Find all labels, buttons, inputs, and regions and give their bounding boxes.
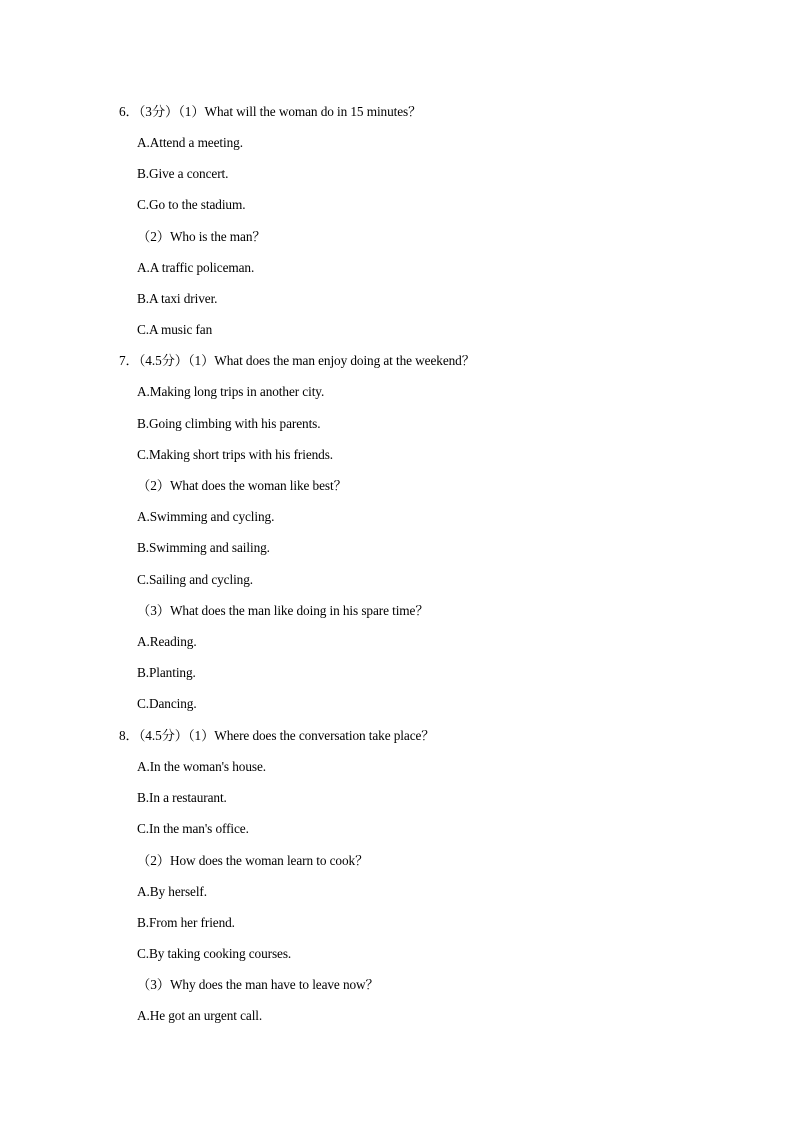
question-7-part-1-option-a[interactable]: A.Making long trips in another city. [137, 384, 325, 399]
question-7-part-3-option-c[interactable]: C.Dancing. [137, 696, 197, 711]
question-6-part-2-option-b[interactable]: B.A taxi driver. [137, 291, 218, 306]
question-8-part-2-option-a[interactable]: A.By herself. [137, 884, 207, 899]
question-6-part-1-option-b[interactable]: B.Give a concert. [137, 166, 229, 181]
question-7-part-3-option-a[interactable]: A.Reading. [137, 634, 197, 649]
question-6-header: 6．（3分）（1）What will the woman do in 15 minutes？ [119, 104, 422, 119]
question-8-part-2-option-c[interactable]: C.By taking cooking courses. [137, 946, 292, 961]
question-8-part-2-prompt: （2）How does the woman learn to cook？ [137, 853, 369, 868]
question-6-part-1-option-a[interactable]: A.Attend a meeting. [137, 135, 243, 150]
question-7-part-2-option-b[interactable]: B.Swimming and sailing. [137, 540, 270, 555]
question-7-part-2-option-a[interactable]: A.Swimming and cycling. [137, 509, 275, 524]
question-8-part-3-prompt: （3）Why does the man have to leave now？ [137, 977, 379, 992]
question-8-part-2-option-b[interactable]: B.From her friend. [137, 915, 235, 930]
question-7-part-2-prompt: （2）What does the woman like best？ [137, 478, 347, 493]
question-8-header: 8．（4.5分）（1）Where does the conversation take place？ [119, 728, 435, 743]
question-7-header: 7．（4.5分）（1）What does the man enjoy doing at the weekend？ [119, 353, 475, 368]
question-8-part-1-option-a[interactable]: A.In the woman's house. [137, 759, 266, 774]
question-7-part-2-option-c[interactable]: C.Sailing and cycling. [137, 572, 253, 587]
question-7-part-1-option-c[interactable]: C.Making short trips with his friends. [137, 447, 334, 462]
question-7-part-3-prompt: （3）What does the man like doing in his spare time？ [137, 603, 429, 618]
question-6-part-1-option-c[interactable]: C.Go to the stadium. [137, 197, 246, 212]
question-7-part-1-option-b[interactable]: B.Going climbing with his parents. [137, 416, 321, 431]
question-6-part-2-prompt: （2）Who is the man？ [137, 229, 266, 244]
question-8-part-1-option-b[interactable]: B.In a restaurant. [137, 790, 227, 805]
question-8-part-3-option-a[interactable]: A.He got an urgent call. [137, 1008, 263, 1023]
question-6-part-2-option-c[interactable]: C.A music fan [137, 322, 213, 337]
question-7-part-3-option-b[interactable]: B.Planting. [137, 665, 196, 680]
question-8-part-1-option-c[interactable]: C.In the man's office. [137, 821, 249, 836]
question-6-part-2-option-a[interactable]: A.A traffic policeman. [137, 260, 255, 275]
